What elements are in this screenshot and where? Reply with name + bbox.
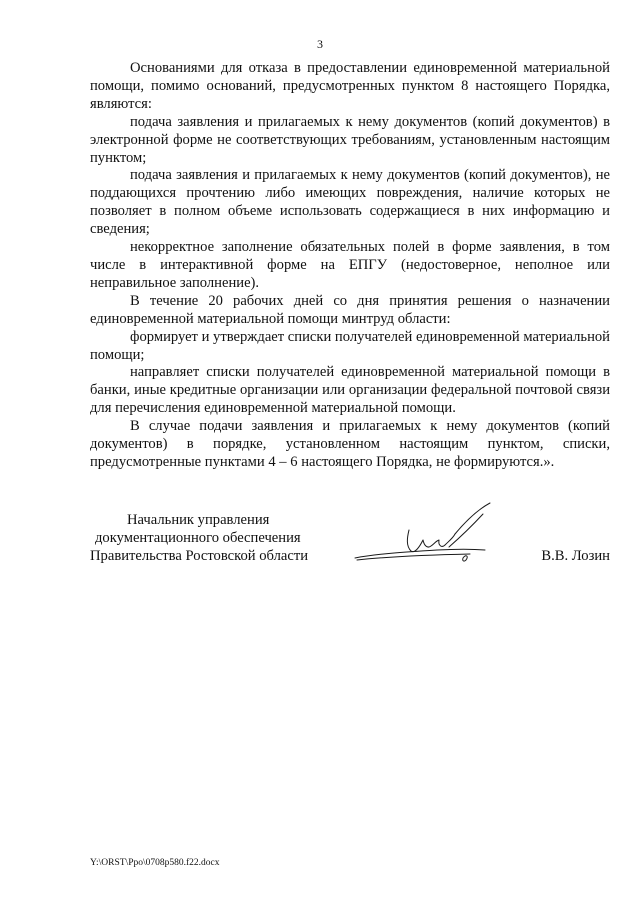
paragraph-sends-lists: направляет списки получателей единовременной материальной помощи в банки, иные кредитные организации или организации федеральной почтовой связи для перечисления единовременной материальной помощи. [90, 364, 610, 417]
paragraph-electronic-form: подача заявления и прилагаемых к нему документов (копий документов) в электронной форме не соответствующих требованиям, установленным настоящим пунктом; [90, 113, 610, 166]
document-body [90, 60, 610, 472]
signature-block [90, 512, 610, 582]
position-line-3: Правительства Ростовской области [90, 547, 309, 564]
signatory-name: В.В. Лозин [541, 547, 610, 564]
paragraph-no-lists: В случае подачи заявления и прилагаемых к нему документов (копий документов) в порядке, установленном настоящим пунктом, списки, предусмотренные пунктами 4 – 6 настоящего Порядка, не формируются.». [90, 418, 610, 470]
paragraph-unreadable-documents: подача заявления и прилагаемых к нему документов (копий документов), не поддающихся прочтению либо имеющих повреждения, наличие которых не позволяет в полном объеме использовать содержащиеся в них информацию и сведения; [90, 167, 610, 238]
paragraph-incorrect-fields: некорректное заполнение обязательных полей в форме заявления, в том числе в интерактивной форме на ЕПГУ (недостоверное, неполное или неправильное заполнение). [90, 239, 610, 291]
signatory-position [90, 512, 330, 566]
position-line-1: Начальник управления [127, 512, 270, 528]
position-line-2: документационного обеспечения [95, 529, 301, 546]
handwritten-signature [345, 500, 495, 570]
page-number: 3 [317, 37, 323, 51]
paragraph-twenty-days: В течение 20 рабочих дней со дня принятия решения о назначении единовременной материальной помощи минтруд области: [90, 292, 610, 327]
file-path: Y:\ORST\Ppo\0708p580.f22.docx [90, 858, 220, 868]
paragraph-forms-lists: формирует и утверждает списки получателей единовременной материальной помощи; [90, 328, 610, 363]
paragraph-refusal-grounds: Основаниями для отказа в предоставлении единовременной материальной помощи, помимо оснований, предусмотренных пунктом 8 настоящего Порядка, являются: [90, 60, 610, 112]
